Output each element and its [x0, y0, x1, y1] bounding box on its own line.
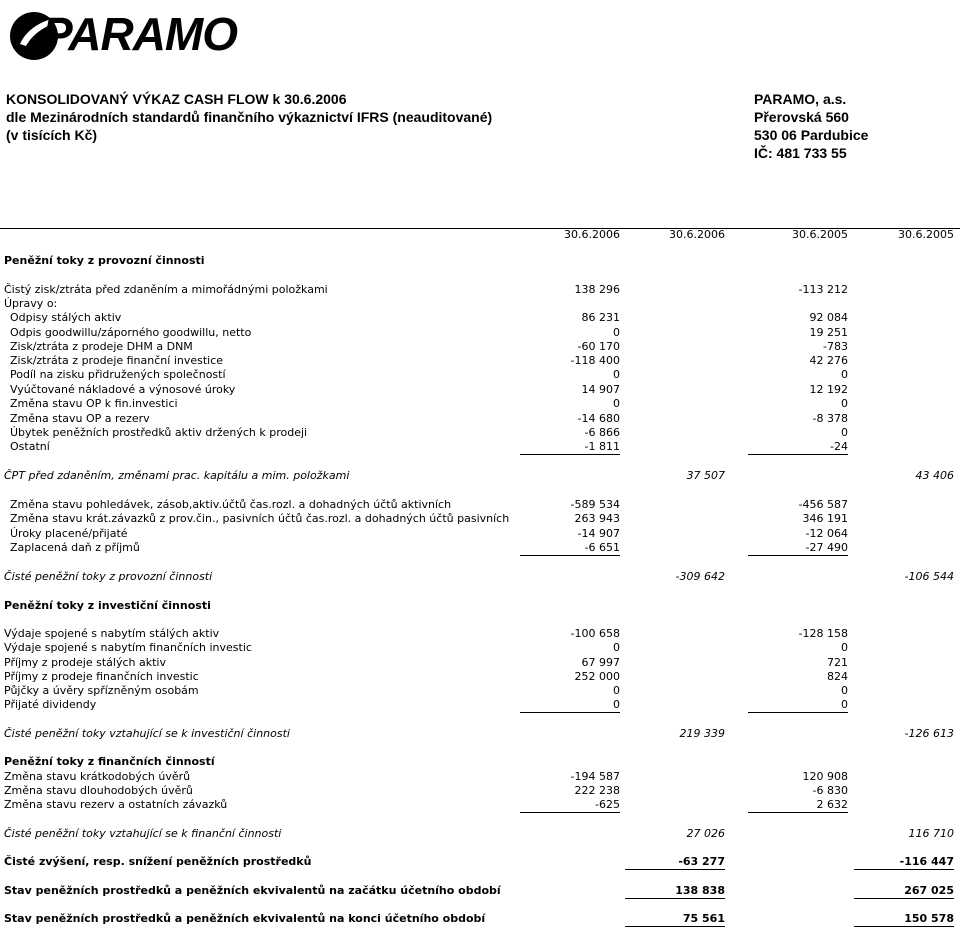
row-value-c1: 252 000: [574, 670, 620, 683]
table-row: [0, 283, 960, 297]
table-row: [0, 798, 960, 812]
row-label: Zisk/ztráta z prodeje DHM a DNM: [10, 340, 193, 353]
row-value-c4: -126 613: [904, 727, 954, 740]
table-row: [0, 254, 960, 268]
row-value-c1: 14 907: [581, 383, 620, 396]
row-label: Změna stavu krátkodobých úvěrů: [4, 770, 191, 783]
row-label: Změna stavu dlouhodobých úvěrů: [4, 784, 193, 797]
row-value-c3: 0: [841, 684, 848, 697]
row-label: Příjmy z prodeje finančních investic: [4, 670, 199, 683]
row-value-c1: -6 866: [584, 426, 620, 439]
row-value-c1: 0: [613, 397, 620, 410]
table-row: [0, 498, 960, 512]
row-label: Stav peněžních prostředků a peněžních ekvivalentů na začátku účetního období: [4, 884, 501, 897]
table-row: [0, 368, 960, 382]
row-label: Podíl na zisku přidružených společností: [10, 368, 226, 381]
row-label: Peněžní toky z investiční činnosti: [4, 599, 211, 612]
row-label: Výdaje spojené s nabytím stálých aktiv: [4, 627, 220, 640]
table-row: [0, 527, 960, 541]
row-value-c1: 0: [613, 684, 620, 697]
row-value-c2: -309 642: [675, 570, 725, 583]
row-value-c4: 43 406: [915, 469, 954, 482]
column-header: 30.6.2006: [669, 228, 725, 241]
row-label: Úroky placené/přijaté: [10, 527, 128, 540]
row-value-c1: -589 534: [570, 498, 620, 511]
row-label: Peněžní toky z provozní činnosti: [4, 254, 205, 267]
table-row: [0, 599, 960, 613]
row-label: Příjmy z prodeje stálých aktiv: [4, 656, 166, 669]
table-row: [0, 440, 960, 454]
company-name: PARAMO, a.s.: [754, 91, 847, 107]
row-label: Peněžní toky z finančních činností: [4, 755, 215, 768]
row-value-c1: -14 680: [577, 412, 620, 425]
table-row: [0, 297, 960, 311]
row-value-c3: -456 587: [798, 498, 848, 511]
table-row: [0, 570, 960, 584]
row-value-c4: 116 710: [908, 827, 954, 840]
row-value-c4: 267 025: [854, 884, 954, 899]
table-row: [0, 855, 960, 869]
row-value-c3: 42 276: [809, 354, 848, 367]
row-value-c3: 92 084: [809, 311, 848, 324]
row-value-c3: -8 378: [812, 412, 848, 425]
row-label: Čisté peněžní toky vztahující se k finanční činnosti: [4, 827, 282, 840]
row-value-c3: 0: [841, 426, 848, 439]
row-value-c3: 0: [748, 698, 848, 713]
row-label: Výdaje spojené s nabytím finančních investic: [4, 641, 252, 654]
row-label: Vyúčtované nákladové a výnosové úroky: [10, 383, 236, 396]
company-address: [754, 90, 868, 162]
row-label: Úbytek peněžních prostředků aktiv držených k prodeji: [10, 426, 308, 439]
row-label: Úpravy o:: [4, 297, 58, 310]
table-row: [0, 670, 960, 684]
row-value-c3: -6 830: [812, 784, 848, 797]
table-row: [0, 656, 960, 670]
table-row: [0, 627, 960, 641]
row-label: Přijaté dividendy: [4, 698, 97, 711]
row-label: Změna stavu rezerv a ostatních závazků: [4, 798, 228, 811]
row-value-c3: 120 908: [802, 770, 848, 783]
row-value-c2: 138 838: [625, 884, 725, 899]
row-label: Zaplacená daň z příjmů: [10, 541, 140, 554]
table-row: [0, 354, 960, 368]
company-street: Přerovská 560: [754, 109, 849, 125]
company-ic: IČ: 481 733 55: [754, 145, 847, 161]
row-value-c3: 19 251: [809, 326, 848, 339]
table-row: [0, 326, 960, 340]
row-label: Odpis goodwillu/záporného goodwillu, netto: [10, 326, 252, 339]
table-row: [0, 412, 960, 426]
row-value-c1: -118 400: [570, 354, 620, 367]
row-label: Čistý zisk/ztráta před zdaněním a mimořádnými položkami: [4, 283, 328, 296]
row-label: Čisté zvýšení, resp. snížení peněžních prostředků: [4, 855, 312, 868]
table-row: [0, 784, 960, 798]
report-standard: dle Mezinárodních standardů finančního výkaznictví IFRS (neauditované): [6, 109, 493, 125]
table-row: [0, 383, 960, 397]
table-row: [0, 912, 960, 926]
table-row: [0, 469, 960, 483]
row-value-c3: 12 192: [809, 383, 848, 396]
row-value-c1: 138 296: [574, 283, 620, 296]
row-value-c2: 75 561: [625, 912, 725, 927]
report-units: (v tisících Kč): [6, 127, 98, 143]
table-row: [0, 512, 960, 526]
table-row: [0, 698, 960, 712]
row-value-c3: 0: [841, 368, 848, 381]
row-label: Změna stavu pohledávek, zásob,aktiv.účtů čas.rozl. a dohadných účtů aktivních: [10, 498, 452, 511]
table-row: [0, 311, 960, 325]
column-header: 30.6.2005: [792, 228, 848, 241]
row-value-c1: -60 170: [577, 340, 620, 353]
table-row: [0, 884, 960, 898]
row-value-c3: -783: [823, 340, 848, 353]
table-row: [0, 727, 960, 741]
row-value-c1: -6 651: [520, 541, 620, 556]
table-row: [0, 397, 960, 411]
row-value-c1: 263 943: [574, 512, 620, 525]
row-label: Změna stavu krát.závazků z prov.čin., pasivních účtů čas.rozl. a dohadných účtů pasivních: [10, 512, 510, 525]
row-value-c3: 2 632: [748, 798, 848, 813]
table-row: [0, 426, 960, 440]
row-label: Půjčky a úvěry spřízněným osobám: [4, 684, 199, 697]
row-value-c4: -106 544: [904, 570, 954, 583]
table-row: [0, 541, 960, 555]
row-label: ČPT před zdaněním, změnami prac. kapitálu a mim. položkami: [4, 469, 350, 482]
table-row: [0, 641, 960, 655]
row-value-c4: -116 447: [854, 855, 954, 870]
row-label: Změna stavu OP k fin.investici: [10, 397, 178, 410]
row-value-c3: 346 191: [802, 512, 848, 525]
row-value-c1: 222 238: [574, 784, 620, 797]
paramo-logo: [6, 4, 266, 66]
table-row: [0, 770, 960, 784]
row-label: Změna stavu OP a rezerv: [10, 412, 150, 425]
row-value-c1: -100 658: [570, 627, 620, 640]
row-value-c1: -14 907: [577, 527, 620, 540]
row-value-c4: 150 578: [854, 912, 954, 927]
row-value-c1: 0: [520, 698, 620, 713]
row-value-c1: 67 997: [581, 656, 620, 669]
row-value-c3: 0: [841, 641, 848, 654]
report-title: KONSOLIDOVANÝ VÝKAZ CASH FLOW k 30.6.2006: [6, 91, 347, 107]
table-row: [0, 340, 960, 354]
table-row: [0, 684, 960, 698]
report-header: [6, 90, 492, 144]
row-value-c1: 0: [613, 326, 620, 339]
row-value-c3: -27 490: [748, 541, 848, 556]
company-city: 530 06 Pardubice: [754, 127, 869, 143]
row-label: Zisk/ztráta z prodeje finanční investice: [10, 354, 224, 367]
row-value-c2: 27 026: [686, 827, 725, 840]
table-row: [0, 827, 960, 841]
row-value-c3: -12 064: [805, 527, 848, 540]
row-value-c3: 824: [827, 670, 848, 683]
row-label: Čisté peněžní toky vztahující se k investiční činnosti: [4, 727, 290, 740]
row-value-c1: -625: [520, 798, 620, 813]
row-value-c3: 0: [841, 397, 848, 410]
row-value-c1: -194 587: [570, 770, 620, 783]
column-header: 30.6.2006: [564, 228, 620, 241]
row-value-c2: 37 507: [686, 469, 725, 482]
svg-text:PARAMO: PARAMO: [42, 8, 238, 60]
row-value-c2: -63 277: [625, 855, 725, 870]
row-value-c3: 721: [827, 656, 848, 669]
row-value-c1: 0: [613, 641, 620, 654]
row-value-c2: 219 339: [679, 727, 725, 740]
row-value-c3: -128 158: [798, 627, 848, 640]
row-label: Odpisy stálých aktiv: [10, 311, 122, 324]
row-label: Stav peněžních prostředků a peněžních ekvivalentů na konci účetního období: [4, 912, 486, 925]
row-label: Ostatní: [10, 440, 50, 453]
row-value-c1: 0: [613, 368, 620, 381]
row-value-c3: -24: [748, 440, 848, 455]
row-value-c3: -113 212: [798, 283, 848, 296]
column-header: 30.6.2005: [898, 228, 954, 241]
row-value-c1: 86 231: [581, 311, 620, 324]
row-value-c1: -1 811: [520, 440, 620, 455]
row-label: Čisté peněžní toky z provozní činnosti: [4, 570, 213, 583]
table-row: [0, 755, 960, 769]
